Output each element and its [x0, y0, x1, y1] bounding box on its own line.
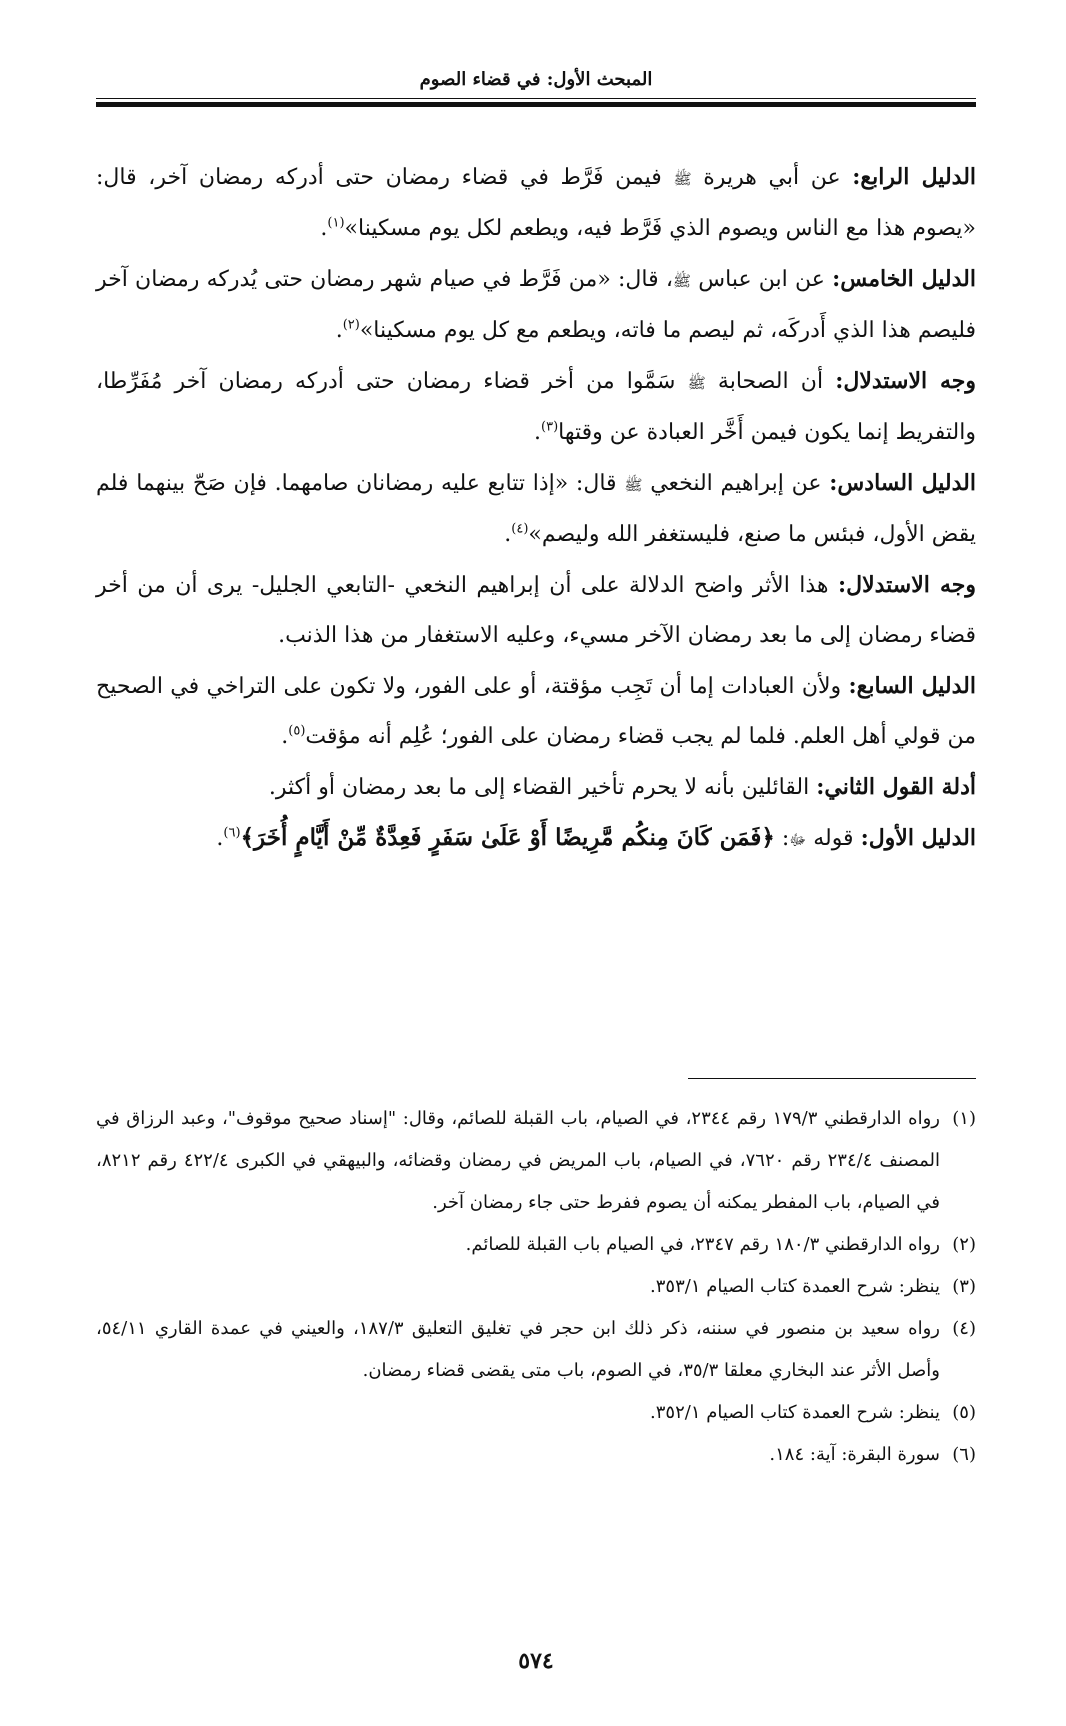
paragraph-heading: وجه الاستدلال:: [837, 572, 977, 598]
paragraph-text: القائلين بأنه لا يحرم تأخير القضاء إلى ما بعد رمضان أو أكثر.: [268, 775, 817, 800]
running-header: المبحث الأول: في قضاء الصوم: [419, 69, 653, 90]
paragraph-text: قال: «إذا تتابع عليه رمضانان صامهما. فإن صَحّ بينهما فلم يقض الأول، فبئس ما صنع، فليستغفر الله وليصم»: [96, 471, 976, 547]
honorific-glyph: ﷻ: [789, 831, 807, 849]
paragraph-text: قوله: [806, 826, 861, 851]
footnote: [96, 1224, 976, 1266]
paragraph-second-opinion: [96, 762, 976, 813]
footnote-number: (١): [952, 1108, 976, 1129]
footnote-text: ينظر: شرح العمدة كتاب الصيام ٣٥٣/١.: [650, 1276, 940, 1297]
paragraph-heading: الدليل الأول:: [860, 825, 976, 851]
paragraph-inference-1: [96, 356, 976, 458]
footnote-reference[interactable]: (٤): [511, 521, 529, 537]
footnote-text: رواه الدارقطني ١٧٩/٣ رقم ٢٣٤٤، في الصيام، باب القبلة للصائم، وقال: "إسناد صحيح موقوف"، وعبد الرزاق في المصنف ٢٣٤/٤ رقم ٧٦٢٠، في الصيام، باب المريض في رمضان وقضائه، والبيهقي في الكبرى ٤٢٢/٤ رقم ٨٢١٢، في الصيام، باب المفطر يمكنه أن يصوم ففرط حتى جاء رمضان آخر.: [96, 1108, 940, 1213]
paragraph-end: .: [281, 724, 289, 749]
footnote: [96, 1434, 976, 1476]
paragraph-heading: الدليل السابع:: [848, 673, 976, 699]
paragraph-evidence-6: [96, 458, 976, 560]
paragraph-text: أن الصحابة: [705, 369, 836, 394]
footnote-reference[interactable]: (١): [327, 215, 345, 231]
footnote-reference[interactable]: (٥): [288, 723, 306, 739]
footnote: [96, 1308, 976, 1392]
paragraph-text: سَمَّوا من أخر قضاء رمضان حتى أدركه رمضان آخر مُفَرِّطا، والتفريط إنما يكون فيمن أَخَّر العبادة عن وقتها: [96, 369, 976, 445]
paragraph-evidence-5: [96, 254, 976, 356]
paragraph-text: عن أبي هريرة: [691, 165, 853, 190]
paragraph-evidence-7: [96, 661, 976, 762]
paragraph-heading: الدليل السادس:: [829, 470, 976, 496]
quran-verse: ﴿فَمَن كَانَ مِنكُم مَّرِيضًا أَوْ عَلَىٰ سَفَرٍ فَعِدَّةٌ مِّنْ أَيَّامٍ أُخَرَ﴾: [240, 824, 775, 851]
honorific-glyph: ﷺ: [687, 374, 706, 392]
paragraph-end: .: [320, 216, 328, 241]
footnote-reference[interactable]: (٢): [342, 317, 360, 333]
footnote-text: ينظر: شرح العمدة كتاب الصيام ٣٥٢/١.: [650, 1402, 940, 1423]
paragraph-text: ولأن العبادات إما أن تَجِب مؤقتة، أو على الفور، ولا تكون على التراخي في الصحيح من قولي أهل العلم. فلما لم يجب قضاء رمضان على الفور؛ عُلِم أنه مؤقت: [96, 674, 976, 749]
paragraph-end: .: [534, 420, 542, 445]
paragraph-heading: وجه الاستدلال:: [835, 368, 977, 394]
paragraph-text: عن ابن عباس: [691, 267, 833, 292]
footnote-number: (٤): [952, 1318, 976, 1339]
footnotes: [96, 1098, 976, 1476]
footnote-number: (٦): [952, 1444, 976, 1465]
paragraph-heading: الدليل الرابع:: [852, 164, 977, 190]
paragraph-text: فيمن فَرَّط في قضاء رمضان حتى أدركه رمضان آخر، قال: «يصوم هذا مع الناس ويصوم الذي فَرَّط فيه، ويطعم لكل يوم مسكينا»: [96, 165, 976, 241]
footnote: [96, 1266, 976, 1308]
page-number: ٥٧٤: [518, 1648, 554, 1674]
paragraph-end: .: [216, 826, 224, 851]
paragraph-text: :: [774, 826, 790, 851]
paragraph-text: هذا الأثر واضح الدلالة على أن إبراهيم النخعي -التابعي الجليل- يرى أن من أخر قضاء رمضان إلى ما بعد رمضان الآخر مسيء، وعليه الاستغفار من هذا الذنب.: [96, 573, 976, 648]
paragraph-heading: الدليل الخامس:: [832, 266, 976, 292]
footnote-reference[interactable]: (٦): [223, 825, 241, 841]
footnote: [96, 1392, 976, 1434]
honorific-glyph: ﷺ: [624, 476, 643, 494]
paragraph-end: .: [335, 318, 343, 343]
footnote: [96, 1098, 976, 1224]
paragraph-inference-2: [96, 560, 976, 661]
footnote-text: رواه الدارقطني ١٨٠/٣ رقم ٢٣٤٧، في الصيام باب القبلة للصائم.: [465, 1234, 940, 1255]
body-text: [96, 152, 976, 865]
footnote-number: (٢): [952, 1234, 976, 1255]
paragraph-text: ، قال: «من فَرَّط في صيام شهر رمضان حتى يُدركه رمضان آخر فليصم هذا الذي أَدركَه، ثم ليصم ما فاته، ويطعم مع كل يوم مسكينا»: [96, 267, 976, 343]
footnote-text: سورة البقرة: آية: ١٨٤.: [769, 1444, 940, 1465]
honorific-glyph: ﷺ: [673, 170, 692, 188]
footnote-reference[interactable]: (٣): [541, 419, 559, 435]
paragraph-heading: أدلة القول الثاني:: [816, 774, 976, 800]
paragraph-text: عن إبراهيم النخعي: [642, 471, 830, 496]
footnote-number: (٥): [952, 1402, 976, 1423]
honorific-glyph: ﷺ: [672, 272, 692, 290]
paragraph-evidence-4: [96, 152, 976, 254]
header-rule-thick: [96, 102, 976, 107]
footnote-text: رواه سعيد بن منصور في سننه، ذكر ذلك ابن حجر في تغليق التعليق ١٨٧/٣، والعيني في عمدة القاري ٥٤/١١، وأصل الأثر عند البخاري معلقا ٣٥/٣، في الصوم، باب متى يقضى قضاء رمضان.: [96, 1318, 940, 1381]
header-rule: [96, 98, 976, 99]
footnote-number: (٣): [952, 1276, 976, 1297]
paragraph-end: .: [504, 522, 512, 547]
footnote-separator: [688, 1078, 976, 1079]
paragraph-evidence-first: [96, 813, 976, 865]
